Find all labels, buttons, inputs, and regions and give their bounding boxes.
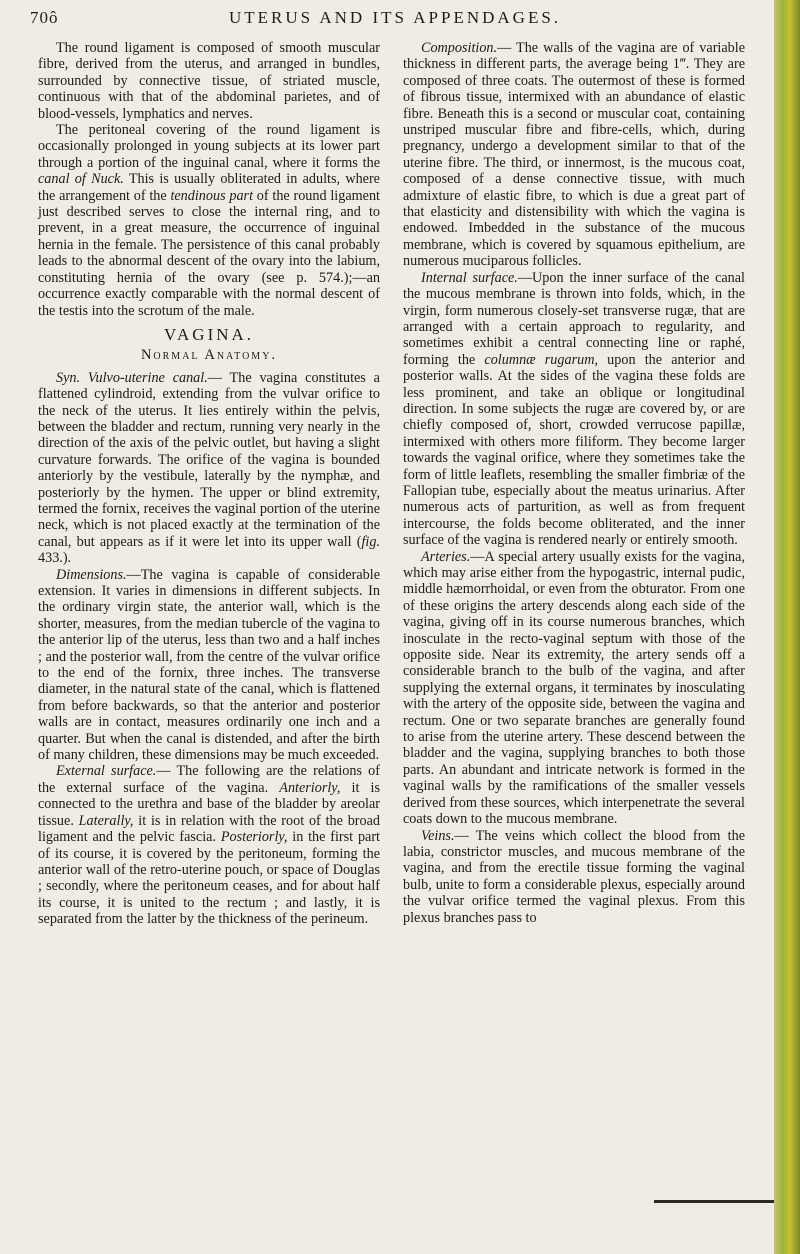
italic-term: External surface. xyxy=(56,763,157,780)
italic-term: Posteriorly, xyxy=(220,829,288,846)
italic-term: Veins. xyxy=(421,827,455,844)
right-column xyxy=(403,40,745,926)
italic-term: Anteriorly, xyxy=(279,779,341,796)
page-number: 70ô xyxy=(30,8,59,27)
italic-term: canal of Nuck. xyxy=(38,171,124,188)
page-edge-shadow xyxy=(654,1200,774,1203)
section-heading-vagina: VAGINA. xyxy=(163,324,255,344)
italic-term: Syn. Vulvo-uterine canal. xyxy=(56,369,208,386)
left-column xyxy=(38,40,380,928)
paragraph-round-ligament-composition: The round ligament is composed of smooth muscular fibre, derived from the uterus, and arranged in bundles, surrounded by connective tissue, of striated muscle, continuous with that of the abdominal parietes, and of blood-vessels, lymphatics and nerves. xyxy=(38,40,380,122)
paragraph-internal-surface: Internal surface.—Upon the inner surface of the canal the mucous membrane is thrown into folds, which, in the virgin, form numerous closely-set transverse rugæ, that are arranged with a certain approach to regularity, and sometimes exhibit a central connecting line or raphé, forming the columnæ rugarum, upon the anterior and posterior walls. At the sides of the vagina these folds are less prominent, and take an oblique or longitudinal direction. In some subjects the rugæ are covered by, or are chiefly composed of, short, crowded verrucose papillæ, intermixed with others more filiform. They become larger towards the vaginal orifice, where they sometimes take the form of little leaflets, resembling the smaller fimbriæ of the Fallopian tube, especially about the meatus urinarius. After numerous acts of parturition, as well as from frequent intercourse, the folds become obliterated, and the inner surface of the vagina is rendered nearly or entirely smooth. xyxy=(403,269,745,549)
subheading-normal-anatomy: Normal Anatomy. xyxy=(140,347,278,364)
paragraph-dimensions: Dimensions.—The vagina is capable of considerable extension. It varies in dimensions in different subjects. In the ordinary virgin state, the anterior wall, which is the shorter, measures, from the median tubercle of the vagina to the anterior lip of the uterus, less than two and a half inches ; and the posterior wall, from the centre of the vulvar orifice to the end of the fornix, three inches. The transverse diameter, in the natural state of the canal, which is flattened from before backwards, so that the anterior and posterior walls are in contact, measures ordinarily one inch and a quarter. But when the canal is distended, and after the birth of many children, these dimensions may be much exceeded. xyxy=(38,566,380,764)
italic-term: columnæ rugarum, xyxy=(484,351,598,368)
paragraph-peritoneal-covering: The peritoneal covering of the round ligament is occasionally prolonged in young subjects at its lower part through a portion of the inguinal canal, where it forms the canal of Nuck. This is usually obliterated in adults, where the arrangement of the tendinous part of the round ligament just described serves to close the internal ring, and to prevent, in a great measure, the occurrence of inguinal hernia in the female. The persistence of this canal probably leads to the abnormal descent of the ovary into the labium, constituting hernia of the ovary (see p. 574.);—an occurrence exactly comparable with the normal descent of the testis into the scrotum of the male. xyxy=(38,122,380,319)
book-fore-edge xyxy=(774,0,800,1254)
italic-term: Internal surface. xyxy=(421,269,518,286)
italic-term: tendinous part xyxy=(170,187,254,204)
italic-term: Laterally, xyxy=(78,812,134,829)
paragraph-arteries: Arteries.—A special artery usually exists for the vagina, which may arise either from the hypogastric, internal pudic, middle hæmorrhoidal, or even from the obturator. From one of these origins the artery descends along each side of the vagina, giving off in its course numerous branches, which inosculate in the recto-vaginal septum with those of the opposite side. Near its extremity, the artery sends off a considerable branch to the bulb of the vagina, and after supplying the external organs, it terminates by inosculating with the artery of the opposite side, between the vagina and rectum. One or two separate branches are generally found to arise from the uterine artery. These descend between the bladder and the vagina, supplying branches to both those parts. An abundant and intricate network is formed in the vaginal walls by the ramifications of the smaller vessels derived from these sources, which interpenetrate the several coats down to the mucous membrane. xyxy=(403,548,745,828)
italic-term: Arteries. xyxy=(421,548,471,565)
paragraph-synonym: Syn. Vulvo-uterine canal.— The vagina constitutes a flattened cylindroid, extending from the vulvar orifice to the neck of the uterus. It lies entirely within the pelvis, between the bladder and rectum, running very nearly in the direction of the axis of the pelvic outlet, but having a slight curvature forwards. The orifice of the vagina is bounded anteriorly by the vestibule, laterally by the nymphæ, and posteriorly by the hymen. The upper or blind extremity, termed the fornix, receives the vaginal portion of the uterine neck, which is not placed exactly at the termination of the canal, but appears as if it were let into its upper wall (fig. 433.). xyxy=(38,369,380,567)
running-title: UTERUS AND ITS APPENDAGES. xyxy=(228,8,562,27)
italic-term: Dimensions. xyxy=(56,566,127,583)
italic-term: Composition. xyxy=(421,40,498,56)
paragraph-composition: Composition.— The walls of the vagina are of variable thickness in different parts, the average being 1‴. They are composed of three coats. The outermost of these is formed of fibrous tissue, intermixed with an abundance of elastic fibre. Beneath this is a second or muscular coat, containing unstriped muscular fibre and fibre-cells, which, during pregnancy, undergo a development similar to that of the uterine fibre. The third, or innermost, is the mucous coat, composed of a dense connective tissue, with much admixture of elastic fibre, to which is due a great part of that elasticity and distensibility with which the vagina is endowed. Imbedded in the substance of the mucous membrane, which is covered by squamous epithelium, are numerous muciparous follicles. xyxy=(403,40,745,270)
page-header xyxy=(30,8,760,34)
paragraph-veins: Veins.— The veins which collect the blood from the labia, constrictor muscles, and mucous membrane of the vagina, and from the erectile tissue forming the vaginal bulb, unite to form a considerable plexus, especially around the vulvar orifice termed the vaginal plexus. From this plexus branches pass to xyxy=(403,827,745,926)
figure-reference: fig. xyxy=(361,533,380,550)
paragraph-external-surface: External surface.— The following are the relations of the external surface of the vagina. Anteriorly, it is connected to the urethra and base of the bladder by areolar tissue. Laterally, it is in relation with the root of the broad ligament and the pelvic fascia. Posteriorly, in the first part of its course, it is covered by the peritoneum, forming the anterior wall of the retro-uterine pouch, or space of Douglas ; secondly, where the peritoneum ceases, and for about half its course, it is united to the rectum ; and lastly, it is separated from the latter by the thickness of the perineum. xyxy=(38,763,380,928)
